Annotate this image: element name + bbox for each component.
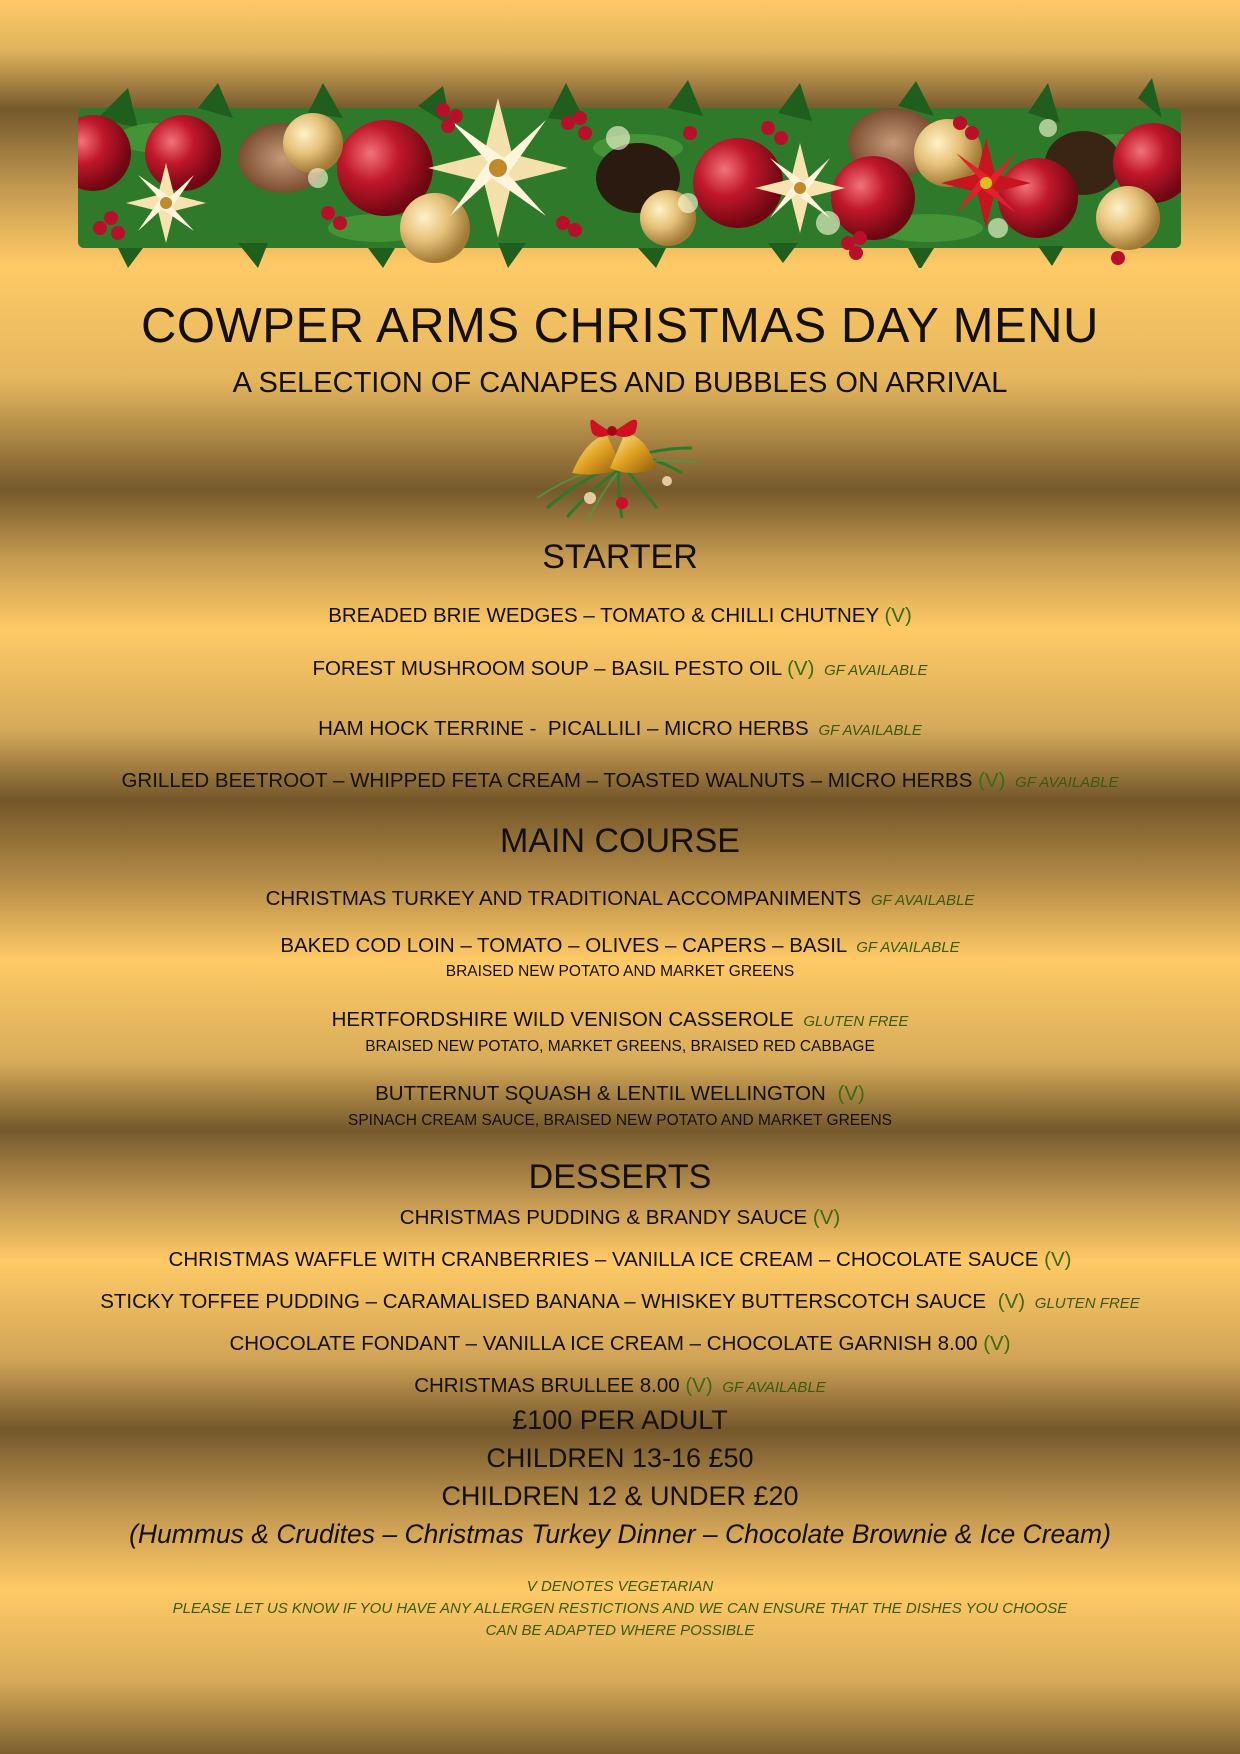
dish-accompaniments: BRAISED NEW POTATO, MARKET GREENS, BRAISED RED CABBAGE (365, 1038, 875, 1055)
dessert-item (0, 1248, 1240, 1272)
price-adult: £100 PER ADULT (512, 1405, 728, 1435)
dish-name: GRILLED BEETROOT – WHIPPED FETA CREAM – TOASTED WALNUTS – MICRO HERBS (121, 769, 973, 792)
christmas-bells-icon (527, 413, 703, 521)
dessert-item (0, 1206, 1240, 1230)
starter-item (0, 717, 1240, 741)
vegetarian-tag: (V) (787, 657, 815, 680)
children-menu-description: (Hummus & Crudites – Christmas Turkey Dinner – Chocolate Brownie & Ice Cream) (129, 1519, 1111, 1549)
main-item (0, 1008, 1240, 1032)
allergen-notice: PLEASE LET US KNOW IF YOU HAVE ANY ALLERGEN RESTICTIONS AND WE CAN ENSURE THAT THE DISHES YOU CHOOSE (172, 1600, 1068, 1617)
vegetarian-tag: (V) (812, 1206, 841, 1229)
allergen-notice-continued: CAN BE ADAPTED WHERE POSSIBLE (485, 1622, 755, 1639)
dietary-tag: GLUTEN FREE (803, 1013, 909, 1030)
menu-title: COWPER ARMS CHRISTMAS DAY MENU (141, 299, 1099, 353)
dish-name: CHRISTMAS BRULLEE 8.00 (414, 1374, 680, 1397)
vegetarian-tag: (V) (983, 1332, 1011, 1355)
dish-name: HAM HOCK TERRINE - PICALLILI – MICRO HERBS (318, 717, 809, 740)
dessert-item (0, 1374, 1240, 1398)
dietary-tag: GLUTEN FREE (1034, 1295, 1140, 1312)
vegetarian-tag: (V) (997, 1290, 1026, 1313)
dietary-tag: GF AVAILABLE (871, 892, 975, 909)
christmas-garland-icon (78, 78, 1181, 268)
section-title-main-course: MAIN COURSE (500, 822, 740, 860)
vegetarian-tag: (V) (884, 604, 912, 627)
dish-name: BUTTERNUT SQUASH & LENTIL WELLINGTON (375, 1082, 826, 1105)
dessert-item (0, 1290, 1240, 1314)
main-item (0, 934, 1240, 958)
starter-item (0, 657, 1240, 681)
dietary-tag: GF AVAILABLE (1015, 774, 1119, 791)
dish-name: BAKED COD LOIN – TOMATO – OLIVES – CAPERS – BASIL (280, 934, 847, 957)
section-title-starter: STARTER (542, 538, 698, 576)
starter-item (0, 769, 1240, 793)
dish-name: HERTFORDSHIRE WILD VENISON CASSEROLE (331, 1008, 794, 1031)
dish-name: CHOCOLATE FONDANT – VANILLA ICE CREAM – CHOCOLATE GARNISH 8.00 (229, 1332, 978, 1355)
dietary-tag: GF AVAILABLE (856, 939, 960, 956)
dish-name: CHRISTMAS PUDDING & BRANDY SAUCE (399, 1206, 808, 1229)
dietary-tag: GF AVAILABLE (818, 722, 922, 739)
dessert-item (0, 1332, 1240, 1356)
dish-accompaniments: BRAISED NEW POTATO AND MARKET GREENS (445, 963, 795, 980)
dietary-tag: GF AVAILABLE (722, 1379, 826, 1396)
dish-name: BREADED BRIE WEDGES – TOMATO & CHILLI CHUTNEY (328, 604, 879, 627)
main-item (0, 887, 1240, 911)
main-item (0, 1082, 1240, 1106)
dish-name: CHRISTMAS TURKEY AND TRADITIONAL ACCOMPANIMENTS (265, 887, 862, 910)
dish-name: CHRISTMAS WAFFLE WITH CRANBERRIES – VANILLA ICE CREAM – CHOCOLATE SAUCE (168, 1248, 1039, 1271)
vegetarian-tag: (V) (1044, 1248, 1072, 1271)
price-children-12-under: CHILDREN 12 & UNDER £20 (441, 1481, 799, 1511)
vegetarian-tag: (V) (837, 1082, 865, 1105)
vegetarian-tag: (V) (685, 1374, 713, 1397)
dietary-tag: GF AVAILABLE (824, 662, 928, 679)
dish-name: STICKY TOFFEE PUDDING – CARAMALISED BANANA – WHISKEY BUTTERSCOTCH SAUCE (100, 1290, 987, 1313)
dish-name: FOREST MUSHROOM SOUP – BASIL PESTO OIL (312, 657, 782, 680)
menu-subtitle: A SELECTION OF CANAPES AND BUBBLES ON ARRIVAL (232, 367, 1008, 399)
dish-accompaniments: SPINACH CREAM SAUCE, BRAISED NEW POTATO AND MARKET GREENS (347, 1112, 893, 1129)
vegetarian-tag: (V) (978, 769, 1006, 792)
section-title-desserts: DESSERTS (528, 1158, 712, 1196)
vegetarian-legend: V DENOTES VEGETARIAN (526, 1578, 714, 1595)
starter-item (0, 604, 1240, 628)
price-children-13-16: CHILDREN 13-16 £50 (486, 1443, 754, 1473)
